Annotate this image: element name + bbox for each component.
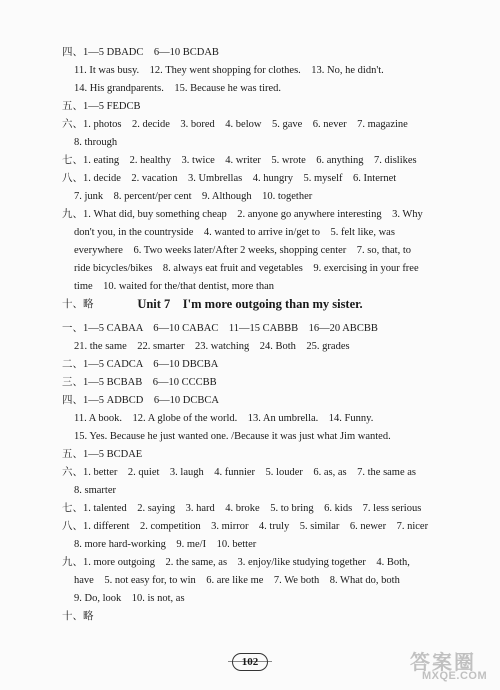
answer-line: time 10. waited for the/that dentist, more than [74,281,275,292]
answer-line: 七、1. talented 2. saying 3. hard 4. broke 5. to bring 6. kids 7. less serious [62,503,422,514]
answer-line: 二、1—5 CADCA 6—10 DBCBA [62,359,219,370]
unit-title: Unit 7 I'm more outgoing than my sister. [137,297,363,311]
answer-line: everywhere 6. Two weeks later/After 2 weeks, shopping center 7. so, that, to [74,245,412,256]
answer-line: 三、1—5 BCBAB 6—10 CCCBB [62,377,217,388]
answer-line: ride bicycles/bikes 8. always eat fruit and vegetables 9. exercising in your free [74,263,419,274]
answer-line: 11. A book. 12. A globe of the world. 13. An umbrella. 14. Funny. [74,413,374,424]
answer-line: 8. more hard-working 9. me/I 10. better [74,539,257,550]
answer-line: 四、1—5 ADBCD 6—10 DCBCA [62,395,219,406]
answer-line: 7. junk 8. percent/per cent 9. Although 10. together [74,191,313,202]
watermark-text: 答案圈 [410,652,476,674]
answer-line: 8. through [74,137,118,148]
answer-line: 11. It was busy. 12. They went shopping for clothes. 13. No, he didn't. [74,65,384,76]
answer-line: 四、1—5 DBADC 6—10 BCDAB [62,47,219,58]
answer-line: 六、1. photos 2. decide 3. bored 4. below 5. gave 6. never 7. magazine [62,119,408,130]
answer-line: 8. smarter [74,485,116,496]
answer-line: 九、1. What did, buy something cheap 2. anyone go anywhere interesting 3. Why [62,209,423,220]
answer-line: 9. Do, look 10. is not, as [74,593,185,604]
answer-line: 八、1. different 2. competition 3. mirror 4. truly 5. similar 6. newer 7. nicer [62,521,429,532]
answer-line: 五、1—5 BCDAE [62,449,143,460]
answer-line: 八、1. decide 2. vacation 3. Umbrellas 4. hungry 5. myself 6. Internet [62,173,397,184]
answer-line: have 5. not easy for, to win 6. are like me 7. We both 8. What do, both [74,575,400,586]
answer-line: 14. His grandparents. 15. Because he was tired. [74,83,282,94]
answer-line: 十、略 [62,299,94,310]
answer-line: 九、1. more outgoing 2. the same, as 3. enjoy/like studying together 4. Both, [62,557,410,568]
answer-line: 六、1. better 2. quiet 3. laugh 4. funnier 5. louder 6. as, as 7. the same as [62,467,417,478]
answer-line: 七、1. eating 2. healthy 3. twice 4. writer 5. wrote 6. anything 7. dislikes [62,155,417,166]
answer-line: 五、1—5 FEDCB [62,101,141,112]
answer-line: 15. Yes. Because he just wanted one. /Because it was just what Jim wanted. [74,431,391,442]
answer-line: 一、1—5 CABAA 6—10 CABAC 11—15 CABBB 16—20 ABCBB [62,323,378,334]
answer-line: 十、略 [62,611,94,622]
watermark-logo [404,646,494,686]
answer-line: don't you, in the countryside 4. wanted to arrive in/get to 5. felt like, was [74,227,395,238]
answer-line: 21. the same 22. smarter 23. watching 24. Both 25. grades [74,341,350,352]
watermark-url: MXQE.COM [422,670,488,682]
page-number: 102 [232,653,268,671]
